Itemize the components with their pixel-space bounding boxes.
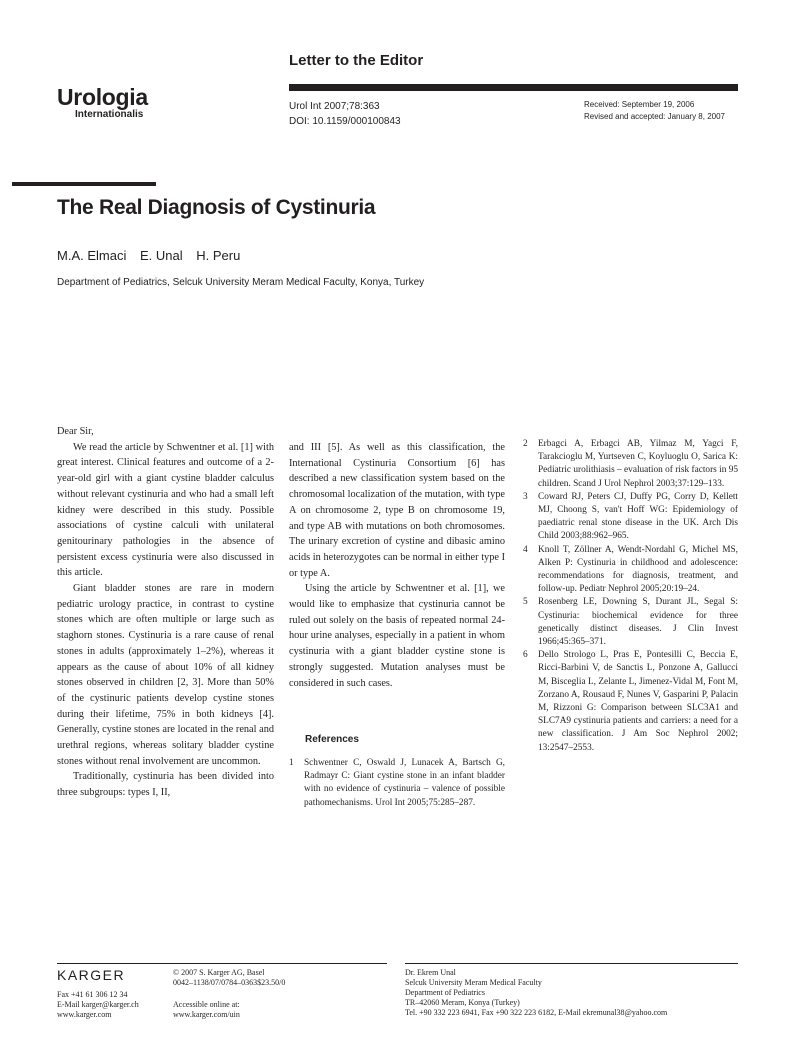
affiliation: Department of Pediatrics, Selcuk University Meram Medical Faculty, Konya, Turkey	[57, 277, 425, 288]
contact-line: Department of Pediatrics	[405, 988, 485, 997]
copyright-block	[173, 968, 285, 988]
header-rule	[289, 84, 738, 91]
reference-item	[289, 757, 505, 810]
reference-list	[289, 757, 505, 810]
online-label: Accessible online at:	[173, 1000, 240, 1009]
author: M.A. Elmaci	[57, 248, 127, 263]
contact-name: Dr. Ekrem Unal	[405, 968, 456, 977]
reference-number: 1	[289, 758, 294, 768]
contact-line: Selcuk University Meram Medical Faculty	[405, 978, 542, 987]
footer-rule	[57, 963, 387, 964]
issn: 0042–1138/07/0784–0363$23.50/0	[173, 978, 286, 987]
author: H. Peru	[196, 248, 241, 263]
paragraph: and III [5]. As well as this classification, the International Cystinuria Consortium [6] has described a new classification system based on the chromosomal localization of the mutation, with type A on chromosome 2, type B on chromosome 19, and type AB with mutations on both chromosomes. The urinary excretion of cystine and dibasic amino acids in heterozygotes can be normal in either type I or type A.	[289, 442, 505, 579]
reference-text: Schwentner C, Oswald J, Lunacek A, Bartsch G, Radmayr C: Giant cystine stone in an infant bladder with no evidence of cystinuria – valence of possible pathomechanisms. Urol Int 2005;75:285–287.	[304, 758, 505, 808]
citation-block	[289, 99, 401, 129]
copyright: © 2007 S. Karger AG, Basel	[173, 968, 265, 977]
body-column-1	[57, 424, 274, 801]
paragraph: We read the article by Schwentner et al. [1] with great interest. Clinical features and outcome of a 2-year-old girl with a giant cystine bladder calculus without relevant cystinuria and who had a small left kidney were described in this study. Possible associations of cystine calculi with unilateral genitourinary pathologies in the absence of persistent excess cystinuria were also discussed in this article.	[57, 441, 274, 579]
contact-line: TR–42060 Meram, Konya (Turkey)	[405, 998, 520, 1007]
paragraph: Using the article by Schwentner et al. [1], we would like to emphasize that cystinuria cannot be ruled out solely on the basis of repeated normal 24-hour urine analyses, especially in a patient in whom cystinuria with a giant bladder cystine stone is strongly suggested. Mutation analyses must be considered in such cases.	[289, 583, 505, 689]
reference-number: 2	[523, 439, 528, 449]
online-block	[173, 1000, 240, 1020]
footer-rule	[405, 963, 738, 964]
section-label: Letter to the Editor	[289, 52, 424, 69]
reference-text: Knoll T, Zöllner A, Wendt-Nordahl G, Michel MS, Alken P: Cystinuria in childhood and adolescence: recommendations for diagnosis, treatment, and follow-up. Pediatr Nephrol 2005;20:19–24.	[538, 544, 738, 595]
reference-list-continued	[523, 438, 738, 755]
paragraph: Traditionally, cystinuria has been divided into three subgroups: types I, II,	[57, 771, 274, 799]
online-url[interactable]: www.karger.com/uin	[173, 1010, 240, 1019]
title-rule	[12, 182, 156, 186]
correspondence-address	[405, 968, 667, 1018]
accepted-date: Revised and accepted: January 8, 2007	[584, 112, 725, 121]
reference-number: 5	[523, 597, 528, 608]
article-title: The Real Diagnosis of Cystinuria	[57, 196, 376, 219]
dates-block	[584, 99, 725, 123]
author: E. Unal	[139, 248, 183, 263]
author-list	[57, 248, 250, 263]
publisher-email[interactable]: E-Mail karger@karger.ch	[57, 1000, 139, 1009]
citation: Urol Int 2007;78:363	[289, 101, 380, 112]
reference-text: Rosenberg LE, Downing S, Durant JL, Segal S: Cystinuria: biochemical evidence for three genetically distinct diseases. J Clin Invest 1966;45:365–371.	[538, 597, 738, 648]
reference-text: Coward RJ, Peters CJ, Duffy PG, Corry D, Kellett MJ, Choong S, van't Hoff WG: Epidemiology of paediatric renal stone disease in the UK. Arch Dis Child 2003;88:962–965.	[538, 491, 738, 542]
reference-item	[523, 596, 738, 649]
reference-item	[523, 649, 738, 755]
publisher-web[interactable]: www.karger.com	[57, 1010, 112, 1019]
reference-number: 6	[523, 650, 528, 661]
salutation: Dear Sir,	[57, 426, 94, 437]
publisher-fax: Fax +41 61 306 12 34	[57, 990, 128, 999]
reference-text: Erbagci A, Erbagci AB, Yilmaz M, Yagci F, Tarakcioglu M, Yurtseven C, Koyluoglu O, Sarica K: Pediatric urolithiasis – evaluation of risk factors in 95 children. Scand J Urol Nephrol 2003;37:129–133.	[538, 439, 738, 489]
reference-item	[523, 438, 738, 491]
received-date: Received: September 19, 2006	[584, 100, 695, 109]
paragraph: Giant bladder stones are rare in modern pediatric urology practice, in contrast to cystine stones which are often multiple or large such as staghorn stones. Cystinuria is a rare cause of renal stones in adults (approximately 1–2%), whereas it appears as the cause of about 10% of all kidney stones observed in children [2, 3]. More than 50% of the cystinuric patients develop cystine stones during their lifetime, 75% in both kidneys [4]. Generally, cystine stones are located in the renal and urethral regions, whereas solitary bladder cystine stones without renal involvement are uncommon.	[57, 583, 274, 767]
journal-logo-sub: Internationalis	[75, 109, 144, 120]
journal-logo: Urologia	[57, 84, 148, 110]
publisher-contact	[57, 990, 139, 1020]
reference-item	[523, 491, 738, 544]
contact-phone: Tel. +90 332 223 6941, Fax +90 322 223 6182, E-Mail ekremunal38@yahoo.com	[405, 1008, 668, 1017]
reference-text: Dello Strologo L, Pras E, Pontesilli C, Beccia E, Ricci-Barbini V, de Sanctis L, Ponzone A, Gallucci M, Bisceglia L, Zelante L, Jimenez-Vidal M, Font M, Zorzano A, Rousaud F, Nunes V, Gasparini P, Palacin M, Rizzoni G: Comparison between SLC3A1 and SLC7A9 cystinuria patients and carriers: a need for a new classification. J Am Soc Nephrol 2002; 13:2547–2553.	[538, 650, 738, 753]
references-heading: References	[305, 734, 359, 745]
reference-number: 3	[523, 491, 528, 502]
reference-number: 4	[523, 544, 528, 555]
body-column-2	[289, 440, 505, 691]
reference-item	[523, 544, 738, 597]
doi[interactable]: DOI: 10.1159/000100843	[289, 116, 401, 127]
publisher-logo: KARGER	[57, 967, 126, 983]
